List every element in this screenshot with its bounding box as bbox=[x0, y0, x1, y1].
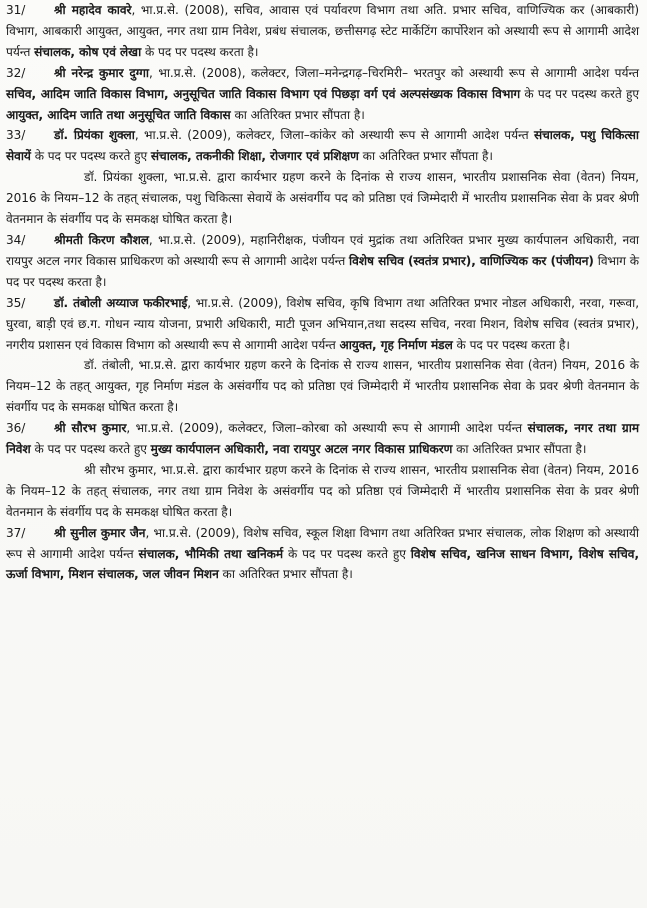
entry-text: के पद पर पदस्थ करता है। bbox=[141, 44, 259, 59]
entry-text: का अतिरिक्त प्रभार सौंपता है। bbox=[230, 107, 365, 122]
posting-title: संचालक, भौमिकी तथा खनिकर्म bbox=[138, 546, 284, 561]
entry-note-35: डॉ. तंबोली, भा.प्र.से. द्वारा कार्यभार ग्रहण करने के दिनांक से राज्य शासन, भारतीय प्रशासनिक सेवा (वेतन) नियम, 2016 के नियम–12 के तहत् आयुक्त, गृह निर्माण मंडल के असंवर्गीय पद को प्रतिष्ठा एवं जिम्मेदारी में भारतीय प्रशासनिक सेवा के प्रवर श्रेणी वेतनमान के संवर्गीय पद के समकक्ष घोषित करता है। bbox=[6, 358, 639, 415]
entry-number: 35/ bbox=[6, 295, 26, 310]
entry-text: , भा.प्र.से. (2008), कलेक्टर, जिला–मनेन्द्रगढ़–चिरमिरी– भरतपुर को अस्थायी रूप से आगामी आदेश पर्यन्त bbox=[149, 65, 639, 80]
entry-text: के पद पर पदस्थ करते हुए bbox=[520, 86, 639, 101]
additional-charge-title: विशेष सचिव, खनिज साधन विभाग, विशेष सचिव, ऊर्जा विभाग, मिशन संचालक, जल जीवन मिशन bbox=[6, 546, 640, 582]
entry-text: , भा.प्र.से. (2009), विशेष सचिव, स्कूल शिक्षा विभाग तथा अतिरिक्त प्रभार संचालक, लोक शिक्षण को अस्थायी रूप से आगामी आदेश पर्यन्त bbox=[6, 525, 639, 561]
additional-charge-title: आयुक्त, आदिम जाति तथा अनुसूचित जाति विकास bbox=[6, 107, 231, 122]
entry-number: 31/ bbox=[6, 3, 26, 17]
order-entry-35 bbox=[6, 293, 639, 356]
entry-number: 37/ bbox=[6, 525, 26, 540]
additional-charge-title: संचालक, तकनीकी शिक्षा, रोजगार एवं प्रशिक्षण bbox=[150, 149, 359, 164]
entry-text: , भा.प्र.से. (2008), सचिव, आवास एवं पर्यावरण विभाग तथा अति. प्रभार सचिव, वाणिज्यिक कर (आबकारी) विभाग, आबकारी आयुक्त, आयुक्त, नगर तथा ग्राम निवेश, प्रबंध संचालक, छत्तीसगढ़ स्टेट मार्केटिंग कार्पोरेशन को अस्थायी रूप से आगामी आदेश पर्यन्त bbox=[6, 3, 639, 59]
entry-text: के पद पर पदस्थ करते हुए bbox=[283, 546, 411, 561]
entry-text: , भा.प्र.से. (2009), कलेक्टर, जिला–कोरबा को अस्थायी रूप से आगामी आदेश पर्यन्त bbox=[126, 421, 528, 436]
posting-title: आयुक्त, गृह निर्माण मंडल bbox=[339, 337, 453, 352]
order-entry-34 bbox=[6, 230, 639, 293]
entry-note-33: डॉ. प्रियंका शुक्ला, भा.प्र.से. द्वारा कार्यभार ग्रहण करने के दिनांक से राज्य शासन, भारतीय प्रशासनिक सेवा (वेतन) नियम, 2016 के नियम–12 के तहत् संचालक, पशु चिकित्सा सेवायें के असंवर्गीय पद को प्रतिष्ठा एवं जिम्मेदारी में भारतीय प्रशासनिक सेवा के प्रवर श्रेणी वेतनमान के संवर्गीय पद के समकक्ष घोषित करता है। bbox=[6, 170, 639, 227]
entry-text: , भा.प्र.से. (2009), महानिरीक्षक, पंजीयन एवं मुद्रांक तथा अतिरिक्त प्रभार मुख्य कार्यपालन अधिकारी, नवा रायपुर अटल नगर विकास प्राधिकरण को अस्थायी रूप से आगामी आदेश पर्यन्त bbox=[6, 232, 640, 268]
order-entry-31 bbox=[6, 0, 639, 63]
order-entry-36 bbox=[6, 418, 639, 460]
order-entry-33 bbox=[6, 125, 639, 167]
entry-text: , भा.प्र.से. (2009), कलेक्टर, जिला–कांकेर को अस्थायी रूप से आगामी आदेश पर्यन्त bbox=[134, 128, 534, 143]
entry-text: के पद पर पदस्थ करते हुए bbox=[30, 149, 151, 164]
officer-name: श्री नरेन्द्र कुमार दुग्गा bbox=[54, 65, 150, 80]
posting-title: संचालक, पशु चिकित्सा सेवायें bbox=[6, 128, 639, 164]
entry-text: के पद पर पदस्थ करते हुए bbox=[30, 442, 151, 457]
order-entry-32 bbox=[6, 63, 639, 126]
officer-name: डॉ. प्रियंका शुक्ला bbox=[54, 128, 135, 143]
entry-note-36: श्री सौरभ कुमार, भा.प्र.से. द्वारा कार्यभार ग्रहण करने के दिनांक से राज्य शासन, भारतीय प्रशासनिक सेवा (वेतन) नियम, 2016 के नियम–12 के तहत् संचालक, नगर तथा ग्राम निवेश के असंवर्गीय पद को प्रतिष्ठा एवं जिम्मेदारी में भारतीय प्रशासनिक सेवा के प्रवर श्रेणी वेतनमान के संवर्गीय पद के समकक्ष घोषित करता है। bbox=[6, 462, 639, 519]
entry-number: 33/ bbox=[6, 128, 26, 143]
entry-text: का अतिरिक्त प्रभार सौंपता है। bbox=[218, 567, 353, 582]
entry-text: का अतिरिक्त प्रभार सौंपता है। bbox=[452, 442, 587, 457]
officer-name: श्री महादेव कावरे bbox=[54, 3, 132, 17]
entry-text: के पद पर पदस्थ करता है। bbox=[452, 337, 570, 352]
additional-charge-title: मुख्य कार्यपालन अधिकारी, नवा रायपुर अटल नगर विकास प्राधिकरण bbox=[150, 442, 453, 457]
officer-name: श्री सुनील कुमार जैन bbox=[54, 525, 146, 540]
entry-text: विभाग के पद पर पदस्थ करता है। bbox=[6, 253, 639, 289]
entry-text: , भा.प्र.से. (2009), विशेष सचिव, कृषि विभाग तथा अतिरिक्त प्रभार नोडल अधिकारी, नरवा, गरूवा, घुरवा, बाड़ी एवं छ.ग. गोधन न्याय योजना, प्रभारी अधिकारी, माटी पूजन अभियान,तथा सदस्य सचिव, नरवा मिशन, विशेष सचिव (स्वतंत्र प्रभार), नगरीय प्रशासन एवं विकास विभाग को अस्थायी रूप से आगामी आदेश पर्यन्त bbox=[6, 295, 639, 352]
order-entry-37 bbox=[6, 523, 639, 586]
officer-name: श्री सौरभ कुमार bbox=[54, 421, 127, 436]
officer-name: डॉ. तंबोली अय्याज फकीरभाई bbox=[54, 295, 188, 310]
entry-number: 36/ bbox=[6, 421, 26, 436]
entry-number: 32/ bbox=[6, 65, 26, 80]
entry-text: का अतिरिक्त प्रभार सौंपता है। bbox=[358, 149, 493, 164]
posting-title: संचालक, कोष एवं लेखा bbox=[34, 44, 142, 59]
entry-number: 34/ bbox=[6, 232, 26, 247]
posting-title: सचिव, आदिम जाति विकास विभाग, अनुसूचित जाति विकास विभाग एवं पिछड़ा वर्ग एवं अल्पसंख्यक विकास विभाग bbox=[6, 86, 521, 101]
posting-title: विशेष सचिव (स्वतंत्र प्रभार), वाणिज्यिक कर (पंजीयन) bbox=[349, 253, 594, 268]
officer-name: श्रीमती किरण कौशल bbox=[54, 232, 149, 247]
posting-title: संचालक, नगर तथा ग्राम निवेश bbox=[6, 421, 640, 457]
